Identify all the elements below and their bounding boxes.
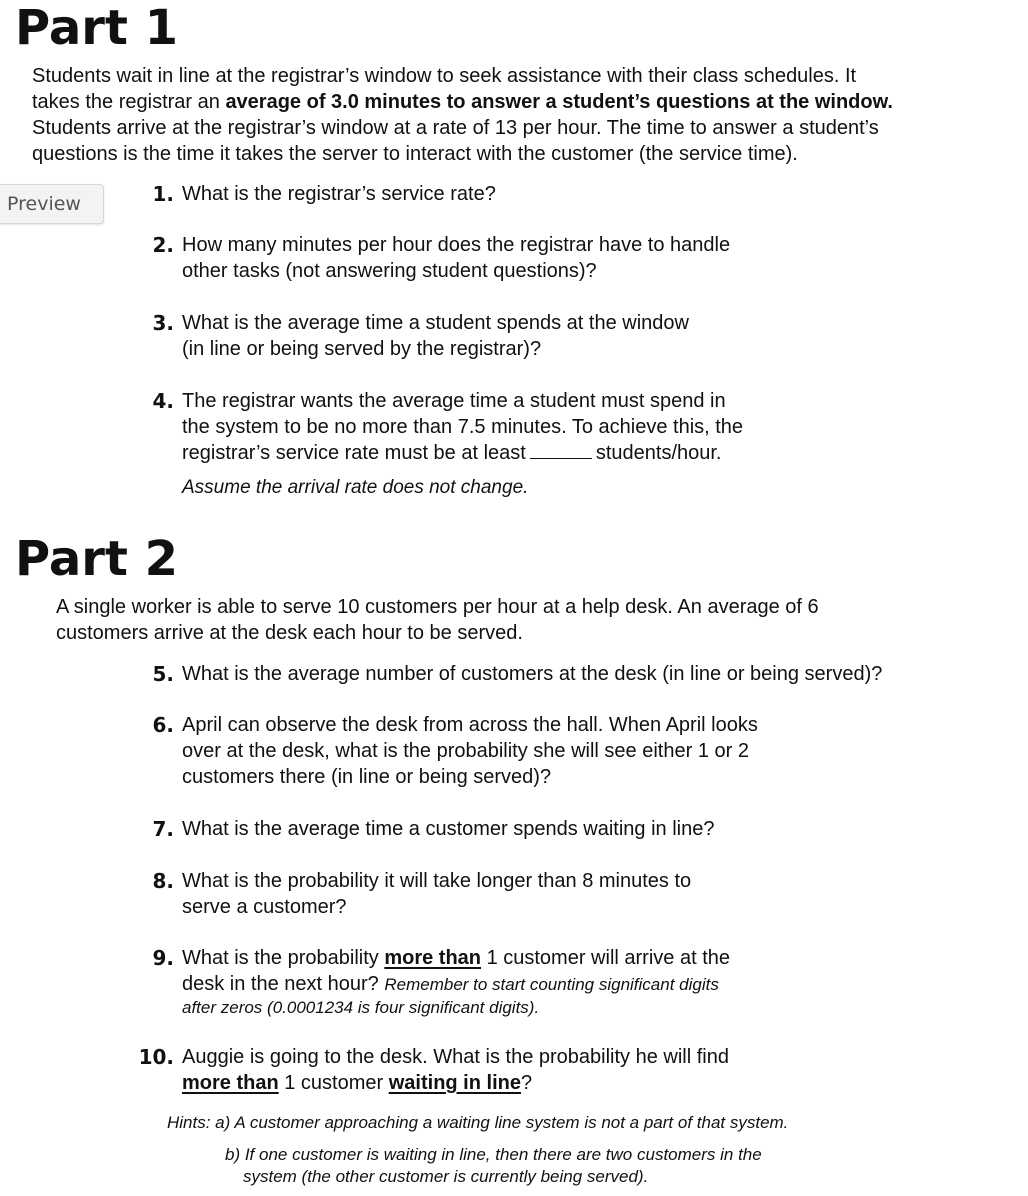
- emphasis-text: waiting in line: [388, 1072, 521, 1094]
- question-number: 7.: [152, 817, 174, 841]
- question-text: 1 customer will arrive at the: [481, 947, 730, 969]
- part1-heading: Part 1: [15, 0, 179, 56]
- question-number: 8.: [152, 869, 174, 893]
- question-text: 1 customer: [278, 1072, 389, 1094]
- intro-bold-text: average of 3.0 minutes to answer a student’s questions at the window.: [225, 91, 893, 113]
- part2-intro-line-2: customers arrive at the desk each hour to be served.: [56, 622, 523, 644]
- question-number: 6.: [152, 713, 174, 737]
- question-text: desk in the next hour?: [182, 973, 385, 995]
- answer-blank: [530, 440, 592, 459]
- hint-a: Hints: a) A customer approaching a waiting line system is not a part of that system.: [167, 1113, 789, 1132]
- question-text: the system to be no more than 7.5 minutes. To achieve this, the: [182, 416, 744, 438]
- question-text: What is the average time a customer spends waiting in line?: [182, 818, 715, 840]
- question-text: customers there (in line or being served)?: [182, 766, 552, 788]
- question-text-line-2: [182, 971, 730, 998]
- question-text: What is the average number of customers at the desk (in line or being served)?: [182, 663, 883, 685]
- significant-digits-note: Remember to start counting significant digits: [384, 975, 719, 994]
- question-text: students/hour.: [595, 442, 722, 464]
- question-number: 1.: [152, 182, 174, 206]
- question-text: What is the average time a student spends at the window: [182, 312, 689, 334]
- part2-intro: [56, 594, 819, 646]
- intro-text: Students wait in line at the registrar’s window to seek assistance with their class schedules. It: [32, 65, 857, 87]
- question-text-line-3: [182, 440, 743, 466]
- part1-intro-line-3: [32, 115, 893, 141]
- question-number: 3.: [152, 311, 174, 335]
- question-text: (in line or being served by the registrar)?: [182, 338, 542, 360]
- intro-text: takes the registrar an: [32, 91, 226, 113]
- assumption-note: Assume the arrival rate does not change.: [182, 477, 529, 498]
- question-number: 2.: [152, 233, 174, 257]
- part2-intro-line-1: A single worker is able to serve 10 customers per hour at a help desk. An average of 6: [56, 596, 819, 618]
- question-text: serve a customer?: [182, 896, 347, 918]
- part1-intro-line-2: [32, 89, 893, 115]
- question-text: registrar’s service rate must be at least: [182, 442, 526, 464]
- question-number: 5.: [152, 662, 174, 686]
- part1-intro: [32, 63, 893, 167]
- question-text: What is the probability it will take longer than 8 minutes to: [182, 870, 692, 892]
- preview-button[interactable]: Preview: [0, 184, 104, 224]
- question-text: What is the probability: [182, 947, 385, 969]
- question-text: ?: [520, 1072, 533, 1094]
- part1-intro-line-1: [32, 63, 893, 89]
- question-number: 9.: [152, 946, 174, 970]
- hint-b-line-2: system (the other customer is currently being served).: [243, 1167, 649, 1186]
- question-number: 4.: [152, 389, 174, 413]
- question-text: over at the desk, what is the probability she will see either 1 or 2: [182, 740, 749, 762]
- hint-b-line-1: b) If one customer is waiting in line, then there are two customers in the: [225, 1145, 762, 1164]
- question-text: other tasks (not answering student questions)?: [182, 260, 597, 282]
- intro-text: questions is the time it takes the server to interact with the customer (the service time).: [32, 143, 798, 165]
- question-text-line-1: [182, 945, 730, 971]
- emphasis-text: more than: [384, 947, 482, 969]
- part2-heading: Part 2: [15, 531, 179, 587]
- question-text: The registrar wants the average time a student must spend in: [182, 390, 726, 412]
- part1-intro-line-4: [32, 141, 893, 167]
- question-text: How many minutes per hour does the registrar have to handle: [182, 234, 731, 256]
- question-number: 10.: [138, 1045, 174, 1069]
- question-text: Auggie is going to the desk. What is the probability he will find: [182, 1046, 729, 1068]
- question-text: What is the registrar’s service rate?: [182, 183, 496, 205]
- intro-text: Students arrive at the registrar’s window at a rate of 13 per hour. The time to answer a student’s: [32, 117, 879, 139]
- significant-digits-note: after zeros (0.0001234 is four significant digits).: [182, 998, 540, 1017]
- question-text-line-2: [182, 1070, 729, 1096]
- emphasis-text: more than: [182, 1072, 279, 1094]
- question-text: April can observe the desk from across the hall. When April looks: [182, 714, 758, 736]
